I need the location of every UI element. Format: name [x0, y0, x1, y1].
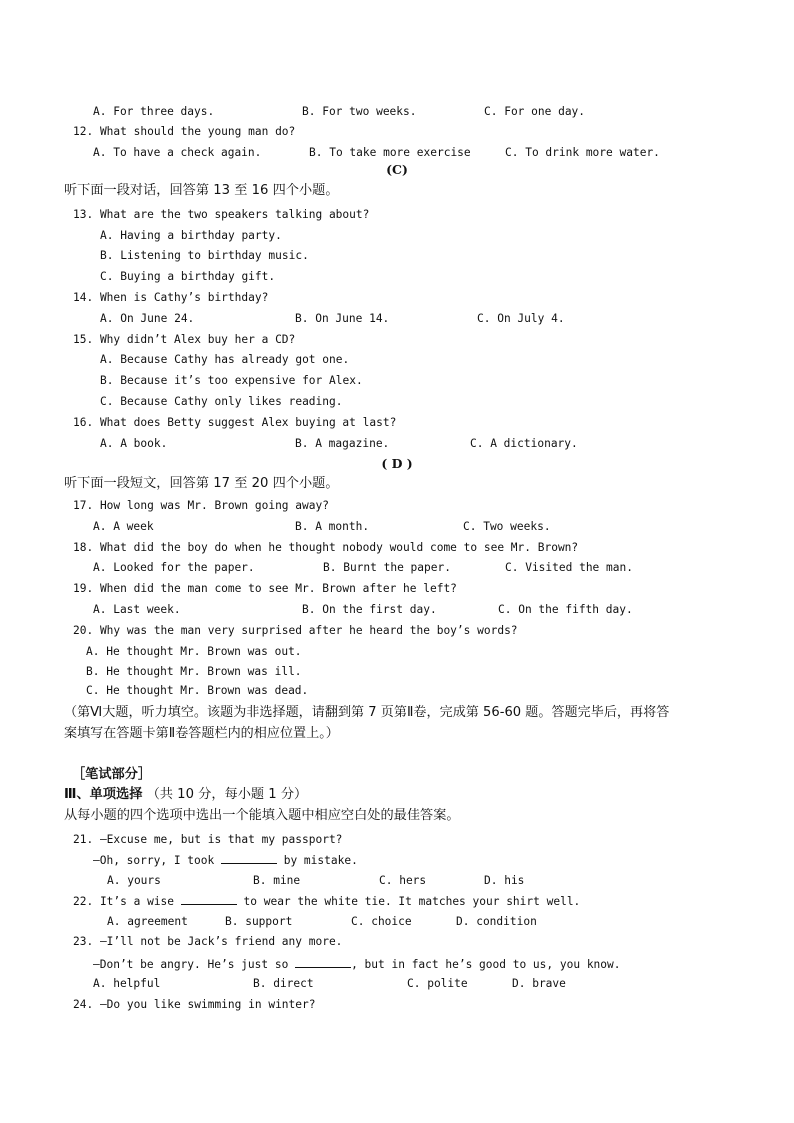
q20-option-b: B. He thought Mr. Brown was ill.: [86, 665, 302, 678]
q20-stem: 20. Why was the man very surprised after he heard the boy’s words?: [73, 624, 518, 637]
q21-answer-blank: [221, 852, 277, 864]
q16-option-b: B. A magazine.: [295, 437, 390, 450]
q12-option-a: A. To have a check again.: [93, 146, 262, 159]
listening-note-line1: （第Ⅵ大题，听力填空。该题为非选择题，请翻到第 7 页第Ⅱ卷，完成第 56-60 题。答题完毕后，再将答: [64, 705, 670, 720]
q21-line1: 21. —Excuse me, but is that my passport?: [73, 833, 343, 846]
q17-option-b: B. A month.: [295, 520, 370, 533]
q19-option-a: A. Last week.: [93, 603, 181, 616]
part3-score: （共 10 分，每小题 1 分）: [146, 787, 308, 802]
q21-option-a: A. yours: [107, 874, 161, 887]
q22-line1: 22. It’s a wise to wear the white tie. It matches your shirt well.: [73, 895, 581, 908]
q15-option-c: C. Because Cathy only likes reading.: [100, 395, 343, 408]
q13-option-a: A. Having a birthday party.: [100, 229, 282, 242]
q18-stem: 18. What did the boy do when he thought nobody would come to see Mr. Brown?: [73, 541, 579, 554]
q23-option-b: B. direct: [253, 977, 314, 990]
q23-option-d: D. brave: [512, 977, 566, 990]
section-c-instruction: 听下面一段对话，回答第 13 至 16 四个小题。: [64, 183, 339, 198]
q20-option-a: A. He thought Mr. Brown was out.: [86, 645, 302, 658]
section-c-heading: (C): [386, 162, 408, 177]
q14-option-a: A. On June 24.: [100, 312, 195, 325]
q20-option-c: C. He thought Mr. Brown was dead.: [86, 684, 309, 697]
q23-line2: —Don’t be angry. He’s just so , but in fact he’s good to us, you know.: [93, 958, 621, 971]
q18-option-c: C. Visited the man.: [505, 561, 633, 574]
q19-stem: 19. When did the man come to see Mr. Brown after he left?: [73, 582, 457, 595]
q15-option-b: B. Because it’s too expensive for Alex.: [100, 374, 363, 387]
q23-line1: 23. —I’ll not be Jack’s friend any more.: [73, 935, 343, 948]
q23-answer-blank: [295, 956, 351, 968]
q18-option-a: A. Looked for the paper.: [93, 561, 255, 574]
q12-stem: 12. What should the young man do?: [73, 125, 296, 138]
q23-option-c: C. polite: [407, 977, 468, 990]
q11-option-a: A. For three days.: [93, 105, 215, 118]
q13-option-b: B. Listening to birthday music.: [100, 249, 309, 262]
q19-option-c: C. On the fifth day.: [498, 603, 633, 616]
q11-option-c: C. For one day.: [484, 105, 586, 118]
q22-option-b: B. support: [225, 915, 293, 928]
part3-instruction: 从每小题的四个选项中选出一个能填入题中相应空白处的最佳答案。: [64, 808, 460, 823]
q21-option-b: B. mine: [253, 874, 301, 887]
q16-stem: 16. What does Betty suggest Alex buying at last?: [73, 416, 397, 429]
q16-option-c: C. A dictionary.: [470, 437, 578, 450]
q17-stem: 17. How long was Mr. Brown going away?: [73, 499, 329, 512]
q17-option-a: A. A week: [93, 520, 154, 533]
listening-note-line2: 案填写在答题卡第Ⅱ卷答题栏内的相应位置上。）: [64, 726, 339, 741]
q24-line1: 24. —Do you like swimming in winter?: [73, 998, 316, 1011]
part3-title: Ⅲ、单项选择: [64, 787, 143, 802]
section-d-instruction: 听下面一段短文，回答第 17 至 20 四个小题。: [64, 476, 339, 491]
q12-option-b: B. To take more exercise: [309, 146, 471, 159]
q15-stem: 15. Why didn’t Alex buy her a CD?: [73, 333, 296, 346]
q14-option-b: B. On June 14.: [295, 312, 390, 325]
q21-option-d: D. his: [484, 874, 525, 887]
q15-option-a: A. Because Cathy has already got one.: [100, 353, 350, 366]
q17-option-c: C. Two weeks.: [463, 520, 551, 533]
q21-option-c: C. hers: [379, 874, 427, 887]
section-d-heading: ( D ): [381, 456, 413, 471]
q16-option-a: A. A book.: [100, 437, 168, 450]
q22-option-d: D. condition: [456, 915, 537, 928]
part3-title-row: [64, 787, 307, 803]
q19-option-b: B. On the first day.: [302, 603, 437, 616]
q14-stem: 14. When is Cathy’s birthday?: [73, 291, 269, 304]
q21-line2: —Oh, sorry, I took by mistake.: [93, 854, 358, 867]
q22-answer-blank: [181, 893, 237, 905]
written-part-heading: ［笔试部分］: [72, 767, 152, 782]
q13-stem: 13. What are the two speakers talking about?: [73, 208, 370, 221]
q22-option-a: A. agreement: [107, 915, 188, 928]
q13-option-c: C. Buying a birthday gift.: [100, 270, 276, 283]
q14-option-c: C. On July 4.: [477, 312, 565, 325]
q12-option-c: C. To drink more water.: [505, 146, 660, 159]
q23-option-a: A. helpful: [93, 977, 161, 990]
q11-option-b: B. For two weeks.: [302, 105, 417, 118]
q22-option-c: C. choice: [351, 915, 412, 928]
q18-option-b: B. Burnt the paper.: [323, 561, 451, 574]
